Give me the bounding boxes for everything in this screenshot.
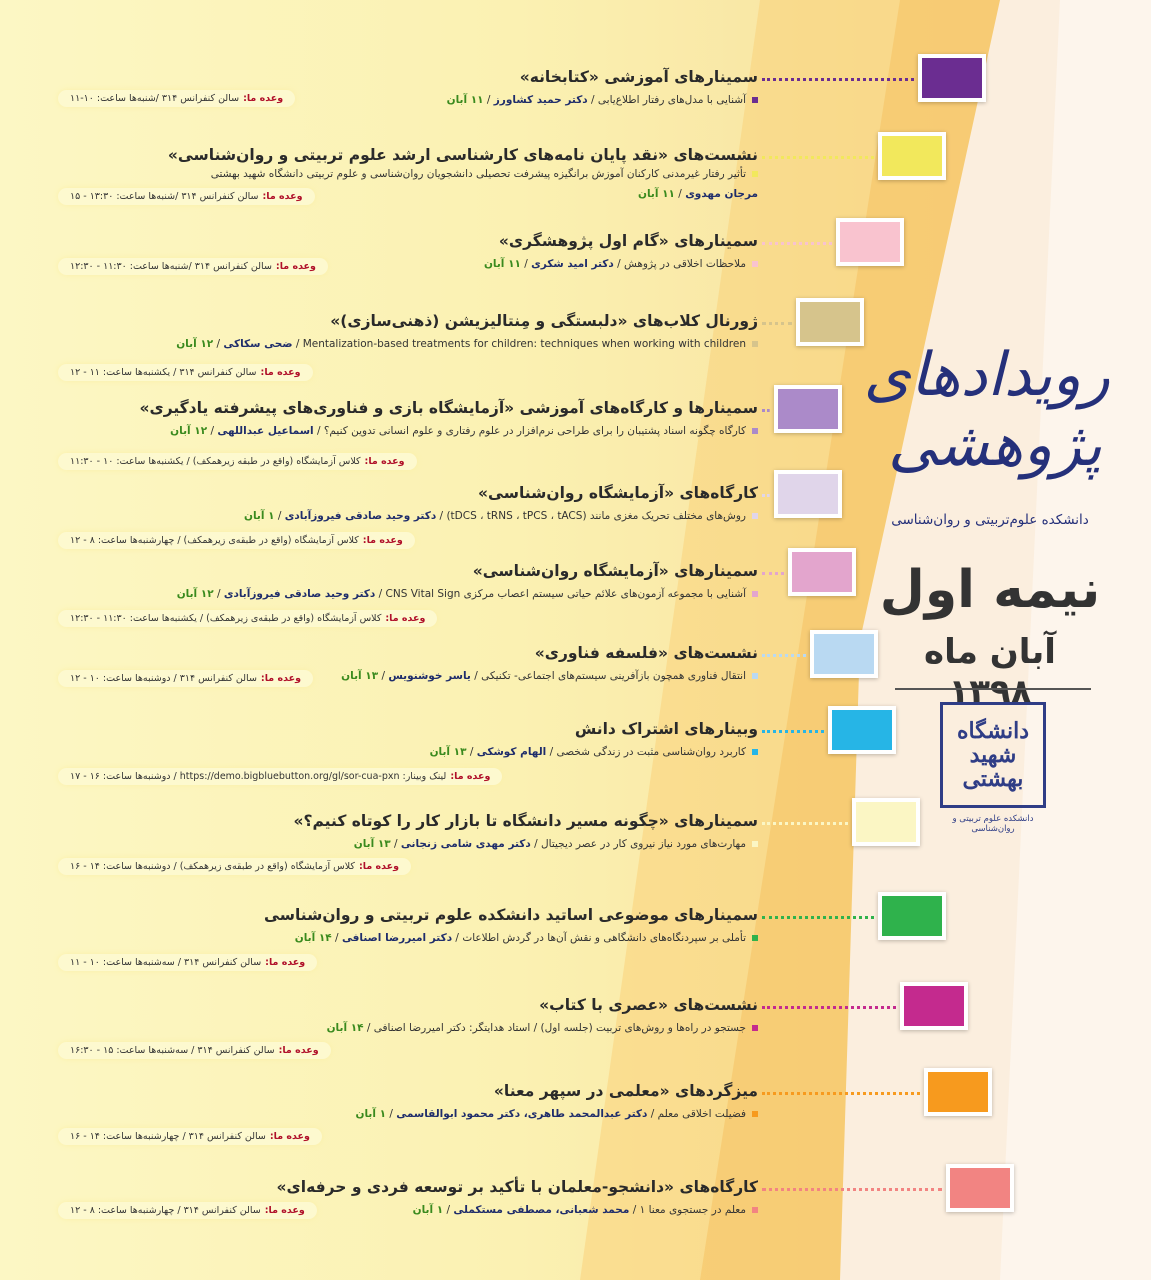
color-swatch <box>828 706 896 754</box>
speaker-name: دکتر وحید صادقی فیروزآبادی <box>284 510 437 522</box>
venue-info <box>58 258 328 275</box>
venue-label: وعده ما: <box>450 771 491 782</box>
venue-label: وعده ما: <box>362 535 403 546</box>
venue-text: سالن کنفرانس ۳۱۴ / چهارشنبه‌ها ساعت: ۸ - ۱۲ <box>70 1205 261 1216</box>
color-swatch <box>836 218 904 266</box>
event-date: ۱۳ آبان <box>341 670 379 682</box>
topic-text: جستجو در راه‌ها و روش‌های تربیت (جلسه اول) / استاد هدایتگر: دکتر امیررضا اصنافی <box>373 1022 746 1034</box>
venue-info <box>58 1202 317 1219</box>
venue-text: سالن کنفرانس ۳۱۴ / چهارشنبه‌ها ساعت: ۱۴ - ۱۶ <box>70 1131 266 1142</box>
event-date: ۱ آبان <box>355 1108 387 1120</box>
venue-text: کلاس آزمایشگاه (واقع در طبقه‌ی زیرهمکف) / یکشنبه‌ها ساعت: ۱۱:۳۰ - ۱۲:۳۰ <box>70 613 382 624</box>
event-detail <box>211 168 758 180</box>
event-date: ۱۱ آبان <box>483 258 521 270</box>
dotted-connector <box>762 916 874 919</box>
venue-label: وعده ما: <box>364 456 405 467</box>
event-title: سمینارهای «آزمایشگاه روان‌شناسی» <box>472 562 758 580</box>
color-swatch <box>788 548 856 596</box>
venue-label: وعده ما: <box>260 673 301 684</box>
color-swatch <box>946 1164 1014 1212</box>
color-swatch <box>878 892 946 940</box>
venue-label: وعده ما: <box>358 861 400 872</box>
event-date: ۱۳ آبان <box>353 838 391 850</box>
venue-label: وعده ما: <box>262 191 303 202</box>
event-detail: معلم در جستجوی معنا ۱ / محمد شعبانی، مصطفی مستکملی / ۱ آبان <box>413 1204 758 1216</box>
bullet-icon <box>752 1111 758 1117</box>
event-detail: آشنایی با مدل‌های رفتار اطلاع‌یابی / دکتر حمید کشاورز / ۱۱ آبان <box>447 94 758 106</box>
venue-label: وعده ما: <box>265 957 306 968</box>
event-title: ژورنال کلاب‌های «دلبستگی و مِنتالیزیشن (ذهنی‌سازی)» <box>330 312 758 330</box>
bullet-icon <box>752 1025 758 1031</box>
topic-text: کاربرد روان‌شناسی مثبت در زندگی شخصی <box>556 746 746 758</box>
event-title: وبینارهای اشتراک دانش <box>574 720 758 738</box>
event-title: سمینارهای «چگونه مسیر دانشگاه تا بازار کار را کوتاه کنیم؟» <box>293 812 758 830</box>
event-detail: مرجان مهدوی / ۱۱ آبان <box>638 188 758 200</box>
speaker-name: دکتر عبدالمحمد طاهری، دکتر محمود ابوالقاسمی <box>396 1108 648 1120</box>
venue-text: سالن کنفرانس ۳۱۴ / دوشنبه‌ها ساعت: ۱۰ - ۱۲ <box>70 673 257 684</box>
bullet-icon <box>752 1207 758 1213</box>
bullet-icon <box>752 97 758 103</box>
dotted-connector <box>762 322 792 325</box>
dotted-connector <box>762 572 784 575</box>
dotted-connector <box>762 156 874 159</box>
event-title: نشست‌های «عصری با کتاب» <box>539 996 758 1014</box>
bullet-icon <box>752 261 758 267</box>
event-detail: روش‌های مختلف تحریک مغزی مانند (tDCS ، tRNS ، tPCS ، tACS) / دکتر وحید صادقی فیروزآبادی / ۱ آبان <box>244 510 758 522</box>
bullet-icon <box>752 428 758 434</box>
event-detail: فضیلت اخلاقی معلم / دکتر عبدالمحمد طاهری، دکتر محمود ابوالقاسمی / ۱ آبان <box>356 1108 759 1120</box>
bullet-icon <box>752 841 758 847</box>
color-swatch <box>878 132 946 180</box>
venue-text: کلاس آزمایشگاه (واقع در طبقه زیرهمکف) / یکشنبه‌ها ساعت: ۱۰ - ۱۱:۳۰ <box>70 456 361 467</box>
event-date: ۱۱ آبان <box>446 94 484 106</box>
dotted-connector <box>762 242 832 245</box>
topic-text: تأملی بر سپردنگاه‌های دانشگاهی و نقش آن‌ها در گردش اطلاعات <box>462 932 746 944</box>
venue-label: وعده ما: <box>269 1131 310 1142</box>
venue-label: وعده ما: <box>243 93 284 104</box>
event-date: ۱۲ آبان <box>176 588 214 600</box>
venue-text: کلاس آزمایشگاه (واقع در طبقه‌ی زیرهمکف) / دوشنبه‌ها ساعت: ۱۴ - ۱۶ <box>70 861 355 872</box>
dotted-connector <box>762 78 914 81</box>
event-title: نشست‌های «فلسفه فناوری» <box>534 644 758 662</box>
bullet-icon <box>752 171 758 177</box>
venue-text: سالن کنفرانس ۳۱۴ /شنبه‌ها ساعت: ۱۳:۳۰ - ۱۵ <box>70 191 259 202</box>
topic-text: روش‌های مختلف تحریک مغزی مانند (tDCS ، tRNS ، tPCS ، tACS) <box>446 510 746 522</box>
event-date: ۱ آبان <box>412 1204 444 1216</box>
venue-info <box>58 532 415 549</box>
event-title: کارگاه‌های «آزمایشگاه روان‌شناسی» <box>478 484 758 502</box>
venue-info <box>58 1042 331 1059</box>
bullet-icon <box>752 591 758 597</box>
speaker-name: اسماعیل عبداللهی <box>217 425 314 437</box>
bullet-icon <box>752 341 758 347</box>
event-title: میزگردهای «معلمی در سپهر معنا» <box>493 1082 758 1100</box>
logo-text-2: شهید <box>969 742 1017 768</box>
topic-text: ملاحظات اخلاقی در پژوهش <box>624 258 746 270</box>
topic-text: کارگاه چگونه اسناد پشتیبان را برای طراحی نرم‌افزار در علوم رفتاری و علوم انسانی تدوین کنیم؟ <box>323 425 746 437</box>
event-date: ۱۲ آبان <box>176 338 214 350</box>
color-swatch <box>924 1068 992 1116</box>
venue-info <box>58 768 502 785</box>
event-detail: Mentalization-based treatments for children: techniques when working with children / ضحی سکاکی / ۱۲ آبان <box>176 338 758 350</box>
venue-label: وعده ما: <box>385 613 426 624</box>
venue-info <box>58 1128 322 1145</box>
topic-text: آشنایی با مجموعه آزمون‌های علائم حیاتی سیستم اعصاب مرکزی CNS Vital Sign <box>385 588 746 600</box>
venue-info <box>58 858 411 875</box>
speaker-name: دکتر امید شکری <box>531 258 614 270</box>
color-swatch <box>796 298 864 346</box>
speaker-name: ضحی سکاکی <box>223 338 293 350</box>
bullet-icon <box>752 935 758 941</box>
speaker-name: دکتر وحید صادقی فیروزآبادی <box>223 588 376 600</box>
university-logo <box>940 702 1046 808</box>
bullet-icon <box>752 513 758 519</box>
speaker-name: دکتر مهدی شامی زنجانی <box>400 838 531 850</box>
color-swatch <box>900 982 968 1030</box>
bullet-icon <box>752 749 758 755</box>
venue-text: سالن کنفرانس ۳۱۴ /شنبه‌ها ساعت: ۱۰-۱۱ <box>70 93 240 104</box>
event-detail: تأملی بر سپردنگاه‌های دانشگاهی و نقش آن‌ها در گردش اطلاعات / دکتر امیررضا اصنافی / ۱۴ آبان <box>295 932 758 944</box>
venue-text: سالن کنفرانس ۳۱۴ /شنبه‌ها ساعت: ۱۱:۳۰ - ۱۲:۳۰ <box>70 261 272 272</box>
topic-text: تأثیر رفتار غیرمدنی کارکنان آموزش برانگیزه پیشرفت تحصیلی دانشجویان روان‌شناسی و علوم تربیتی دانشگاه شهید بهشتی <box>210 168 746 180</box>
bullet-icon <box>752 673 758 679</box>
topic-text: فضیلت اخلاقی معلم <box>657 1108 746 1120</box>
event-title: سمینارهای موضوعی اساتید دانشکده علوم تربیتی و روان‌شناسی <box>264 906 758 924</box>
event-date: ۱۴ آبان <box>294 932 332 944</box>
color-swatch <box>774 470 842 518</box>
dotted-connector <box>762 730 824 733</box>
venue-info <box>58 364 313 381</box>
title-line2: پژوهشی <box>888 410 1102 480</box>
venue-label: وعده ما: <box>278 1045 319 1056</box>
venue-info <box>58 90 295 107</box>
venue-info <box>58 670 313 687</box>
event-detail: انتقال فناوری همچون بازآفرینی سیستم‌های اجتماعی- تکنیکی / یاسر خوشنویس / ۱۳ آبان <box>341 670 758 682</box>
dotted-connector <box>762 1092 920 1095</box>
dotted-connector <box>762 1188 942 1191</box>
venue-text: سالن کنفرانس ۳۱۴ / سه‌شنبه‌ها ساعت: ۱۵ - ۱۶:۳۰ <box>70 1045 275 1056</box>
event-detail: ملاحظات اخلاقی در پژوهش / دکتر امید شکری / ۱۱ آبان <box>484 258 758 270</box>
speaker-name: مرجان مهدوی <box>685 188 758 200</box>
event-detail: مهارت‌های مورد نیاز نیروی کار در عصر دیجیتال / دکتر مهدی شامی زنجانی / ۱۳ آبان <box>354 838 758 850</box>
venue-label: وعده ما: <box>264 1205 305 1216</box>
color-swatch <box>810 630 878 678</box>
half-label: نیمه اول <box>879 560 1101 620</box>
color-swatch <box>852 798 920 846</box>
topic-text: انتقال فناوری همچون بازآفرینی سیستم‌های اجتماعی- تکنیکی <box>481 670 746 682</box>
venue-text: سالن کنفرانس ۳۱۴ / یکشنبه‌ها ساعت: ۱۱ - ۱۲ <box>70 367 257 378</box>
logo-text-1: دانشگاه <box>956 718 1030 744</box>
dotted-connector <box>762 494 770 497</box>
topic-text: معلم در جستجوی معنا ۱ <box>639 1204 746 1216</box>
divider <box>895 688 1091 690</box>
main-title <box>863 340 1110 480</box>
dotted-connector <box>762 409 770 412</box>
speaker-name: دکتر حمید کشاورز <box>493 94 588 106</box>
event-detail: آشنایی با مجموعه آزمون‌های علائم حیاتی سیستم اعصاب مرکزی CNS Vital Sign / دکتر وحید صادقی فیروزآبادی / ۱۲ آبان <box>177 588 758 600</box>
event-title: کارگاه‌های «دانشجو-معلمان با تأکید بر توسعه فردی و حرفه‌ای» <box>276 1178 758 1196</box>
month-label: آبان ماه ۱۳۹۸ <box>924 632 1056 712</box>
event-title: نشست‌های «نقد پایان نامه‌های کارشناسی ارشد علوم تربیتی و روان‌شناسی» <box>167 146 758 164</box>
logo-text-3: بهشتی <box>962 766 1024 792</box>
venue-label: وعده ما: <box>260 367 301 378</box>
color-swatch <box>774 385 842 433</box>
event-date: ۱۳ آبان <box>429 746 467 758</box>
dotted-connector <box>762 822 848 825</box>
venue-text: سالن کنفرانس ۳۱۴ / سه‌شنبه‌ها ساعت: ۱۰ - ۱۱ <box>70 957 262 968</box>
speaker-name: الهام کوشکی <box>476 746 547 758</box>
venue-info <box>58 610 437 627</box>
event-date: ۱۱ آبان <box>638 188 675 200</box>
topic-text: مهارت‌های مورد نیاز نیروی کار در عصر دیجیتال <box>541 838 746 850</box>
event-date: ۱۲ آبان <box>170 425 208 437</box>
dotted-connector <box>762 1006 896 1009</box>
topic-text: آشنایی با مدل‌های رفتار اطلاع‌یابی <box>597 94 746 106</box>
venue-text: کلاس آزمایشگاه (واقع در طبقه‌ی زیرهمکف) / چهارشنبه‌ها ساعت: ۸ - ۱۲ <box>70 535 359 546</box>
dotted-connector <box>762 654 806 657</box>
event-title: سمینارهای «گام اول پژوهشگری» <box>498 232 758 250</box>
venue-text: لینک وبینار: https://demo.bigbluebutton.org/gl/sor-cua-pxn / دوشنبه‌ها ساعت: ۱۶ - ۱۷ <box>70 771 447 782</box>
title-line1: رویدادهای <box>863 340 1110 410</box>
venue-label: وعده ما: <box>275 261 316 272</box>
topic-text: Mentalization-based treatments for children: techniques when working with children <box>302 338 746 350</box>
venue-info <box>58 453 417 470</box>
speaker-name: دکتر امیررضا اصنافی <box>341 932 453 944</box>
event-date: ۱ آبان <box>244 510 275 522</box>
faculty-name: دانشکده علوم‌تربیتی و روان‌شناسی <box>891 512 1089 528</box>
event-detail: کاربرد روان‌شناسی مثبت در زندگی شخصی / الهام کوشکی / ۱۳ آبان <box>430 746 758 758</box>
venue-info <box>58 188 315 205</box>
event-title: سمینارهای آموزشی «کتابخانه» <box>519 68 758 86</box>
speaker-name: محمد شعبانی، مصطفی مستکملی <box>453 1204 630 1216</box>
color-swatch <box>918 54 986 102</box>
event-detail: جستجو در راه‌ها و روش‌های تربیت (جلسه اول) / استاد هدایتگر: دکتر امیررضا اصنافی / ۱۴ آبان <box>327 1022 758 1034</box>
logo-caption: دانشکده علوم تربیتی و روان‌شناسی <box>952 814 1034 834</box>
event-date: ۱۴ آبان <box>326 1022 364 1034</box>
event-detail: کارگاه چگونه اسناد پشتیبان را برای طراحی نرم‌افزار در علوم رفتاری و علوم انسانی تدوین کنیم؟ / اسماعیل عبداللهی / ۱۲ آبان <box>170 425 758 437</box>
event-title: سمینارها و کارگاه‌های آموزشی «آزمایشگاه بازی و فناوری‌های پیشرفته یادگیری» <box>139 399 758 417</box>
venue-info <box>58 954 317 971</box>
speaker-name: یاسر خوشنویس <box>388 670 471 682</box>
